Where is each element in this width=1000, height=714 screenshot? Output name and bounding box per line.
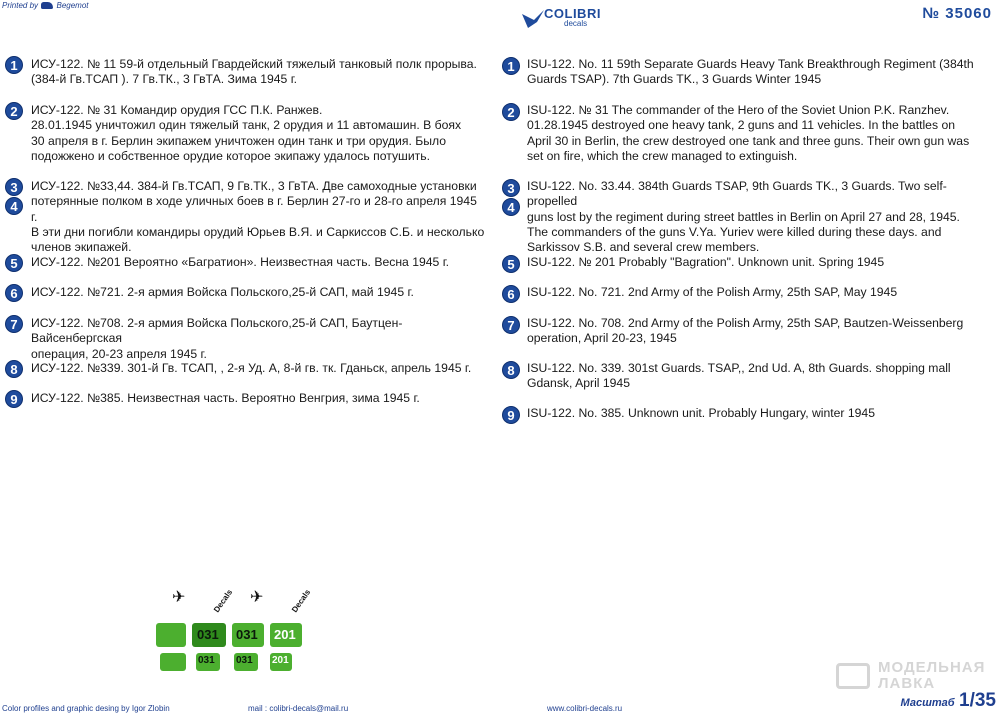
entry-text: ИСУ-122. №339. 301-й Гв. ТСАП, , 2-я Уд. А, 8-й гв. тк. Гданьск, апрель 1945 г. xyxy=(31,361,472,375)
ru-entry xyxy=(31,103,486,164)
number-badge: 6 xyxy=(5,284,23,302)
number-badge: 4 xyxy=(502,198,520,216)
number-badge: 8 xyxy=(5,360,23,378)
printed-by xyxy=(2,1,89,10)
number-badge: 8 xyxy=(502,361,520,379)
number-badge: 7 xyxy=(5,315,23,333)
ru-entry xyxy=(31,57,486,88)
number-badge: 2 xyxy=(5,102,23,120)
number-badge: 5 xyxy=(502,255,520,273)
printer-name: Begemot xyxy=(56,1,89,10)
en-entry xyxy=(527,179,982,255)
number-badge: 9 xyxy=(502,406,520,424)
footer-website: www.colibri-decals.ru xyxy=(547,704,623,713)
en-entry xyxy=(527,57,982,88)
en-entry xyxy=(527,361,982,392)
entry-text: ИСУ-122. №201 Вероятно «Багратион». Неизвестная часть. Весна 1945 г. xyxy=(31,255,450,269)
hippo-icon xyxy=(41,2,53,9)
watermark-text: МОДЕЛЬНАЯ ЛАВКА xyxy=(878,659,986,692)
decal-patch xyxy=(196,653,220,671)
entry-text: ИСУ-122. №385. Неизвестная часть. Вероятно Венгрия, зима 1945 г. xyxy=(31,391,420,405)
ru-entry xyxy=(31,179,486,255)
aircraft-icon: ✈ xyxy=(250,589,264,606)
ru-entry xyxy=(31,391,486,406)
en-entry xyxy=(527,255,982,270)
entry-text: ISU-122. № 201 Probably "Bagration". Unknown unit. Spring 1945 xyxy=(527,255,885,269)
decal-patch xyxy=(232,623,264,647)
printed-by-label: Printed by xyxy=(2,1,39,10)
entry-text: ISU-122. No. 11 59th Separate Guards Heavy Tank Breakthrough Regiment (384th Guards TSAP). 7th Guards TK., 3 Guards Winter 1945 xyxy=(527,57,974,87)
decal-number: 201 xyxy=(274,627,296,642)
decal-sheet-preview xyxy=(150,575,320,675)
catalog-number: № 35060 xyxy=(922,5,992,22)
decal-patch xyxy=(156,623,186,647)
brand-logo xyxy=(520,6,610,30)
number-badge: 7 xyxy=(502,316,520,334)
hummingbird-icon xyxy=(520,8,546,30)
decal-number: 031 xyxy=(236,655,253,666)
number-badge: 6 xyxy=(502,285,520,303)
ru-entry xyxy=(31,255,486,270)
number-badge: 1 xyxy=(5,56,23,74)
ru-entry xyxy=(31,316,486,362)
entry-text: ИСУ-122. № 31 Командир орудия ГСС П.К. Ранжев. 28.01.1945 уничтожил один тяжелый танк, 2 орудия и 11 автомашин. В боях 30 апреля в г. Берлин экипажем уничтожен один танк и три орудия. Было подожжено и собственное орудие которое экипажу удалось потушить. xyxy=(31,103,462,163)
aircraft-icon: ✈ xyxy=(172,589,186,606)
number-badge: 4 xyxy=(5,197,23,215)
entry-text: ISU-122. No. 33.44. 384th Guards TSAP, 9th Guards TK., 3 Guards. Two self-propelled guns lost by the regiment during street battles in Berlin on April 27 and 28, 1945. The commanders of the guns V.Ya. Yuriev were killed during these days. and Sarkissov S.B. and several crew members. xyxy=(527,179,960,255)
footer-credits: Color profiles and graphic desing by Igor Zlobin xyxy=(2,704,170,713)
decal-number: 201 xyxy=(272,655,289,666)
en-entry xyxy=(527,316,982,347)
decals-label: Decals xyxy=(290,587,313,615)
decal-patch xyxy=(270,623,302,647)
entry-text: ИСУ-122. №33,44. 384-й Гв.ТСАП, 9 Гв.ТК., 3 ГвТА. Две самоходные установки потерянные полком в ходе уличных боев в г. Берлин 27-го и 28-го апреля 1945 г. В эти дни погибли командиры орудий Юрьев В.Я. и Саркиссов С.Б. и несколько членов экипажей. xyxy=(31,179,485,255)
number-badge: 3 xyxy=(502,179,520,197)
scale-value: 1/35 xyxy=(959,690,996,711)
decal-number: 031 xyxy=(197,627,219,642)
decal-number: 031 xyxy=(198,655,215,666)
number-badge: 1 xyxy=(502,57,520,75)
number-badge: 5 xyxy=(5,254,23,272)
scale-indicator xyxy=(901,690,996,712)
watermark xyxy=(836,660,986,694)
entry-text: ISU-122. No. 708. 2nd Army of the Polish Army, 25th SAP, Bautzen-Weissenberg operation, April 20-23, 1945 xyxy=(527,316,964,346)
entry-text: ISU-122. No. 339. 301st Guards. TSAP,, 2nd Ud. A, 8th Guards. shopping mall Gdansk, April 1945 xyxy=(527,361,951,391)
number-badge: 3 xyxy=(5,178,23,196)
scale-label: Масштаб xyxy=(900,697,955,709)
en-entry xyxy=(527,285,982,300)
number-badge: 2 xyxy=(502,103,520,121)
en-entry xyxy=(527,406,982,421)
entry-text: ИСУ-122. №721. 2-я армия Войска Польского,25-й САП, май 1945 г. xyxy=(31,285,414,299)
entry-text: ИСУ-122. № 11 59-й отдельный Гвардейский тяжелый танковый полк прорыва. (384-й Гв.ТСАП ). 7 Гв.ТК., 3 ГвТА. Зима 1945 г. xyxy=(31,57,477,87)
entry-text: ISU-122. No. 385. Unknown unit. Probably Hungary, winter 1945 xyxy=(527,406,875,420)
decals-label: Decals xyxy=(212,587,235,615)
ru-entry xyxy=(31,285,486,300)
decal-number: 031 xyxy=(236,627,258,642)
en-entry xyxy=(527,103,982,164)
decal-patch xyxy=(234,653,258,671)
decal-patch xyxy=(160,653,186,671)
decal-patch xyxy=(270,653,292,671)
entry-text: ИСУ-122. №708. 2-я армия Войска Польского,25-й САП, Баутцен-Вайсенбергская операция, 20-23 апреля 1945 г. xyxy=(31,316,403,361)
footer-mail: mail : colibri-decals@mail.ru xyxy=(248,704,349,713)
entry-text: ISU-122. No. 721. 2nd Army of the Polish Army, 25th SAP, May 1945 xyxy=(527,285,898,299)
entry-text: ISU-122. № 31 The commander of the Hero of the Soviet Union P.K. Ranzhev. 01.28.1945 destroyed one heavy tank, 2 guns and 11 vehicles. In the battles on April 30 in Berlin, the crew destroyed one tank and three guns. Their own gun was set on fire, which the crew managed to extinguish. xyxy=(527,103,970,163)
ru-entry xyxy=(31,361,486,376)
brand-name: COLIBRI xyxy=(544,6,601,21)
brand-sub: decals xyxy=(564,19,588,28)
shop-icon xyxy=(836,663,870,689)
number-badge: 9 xyxy=(5,390,23,408)
decal-patch xyxy=(192,623,226,647)
